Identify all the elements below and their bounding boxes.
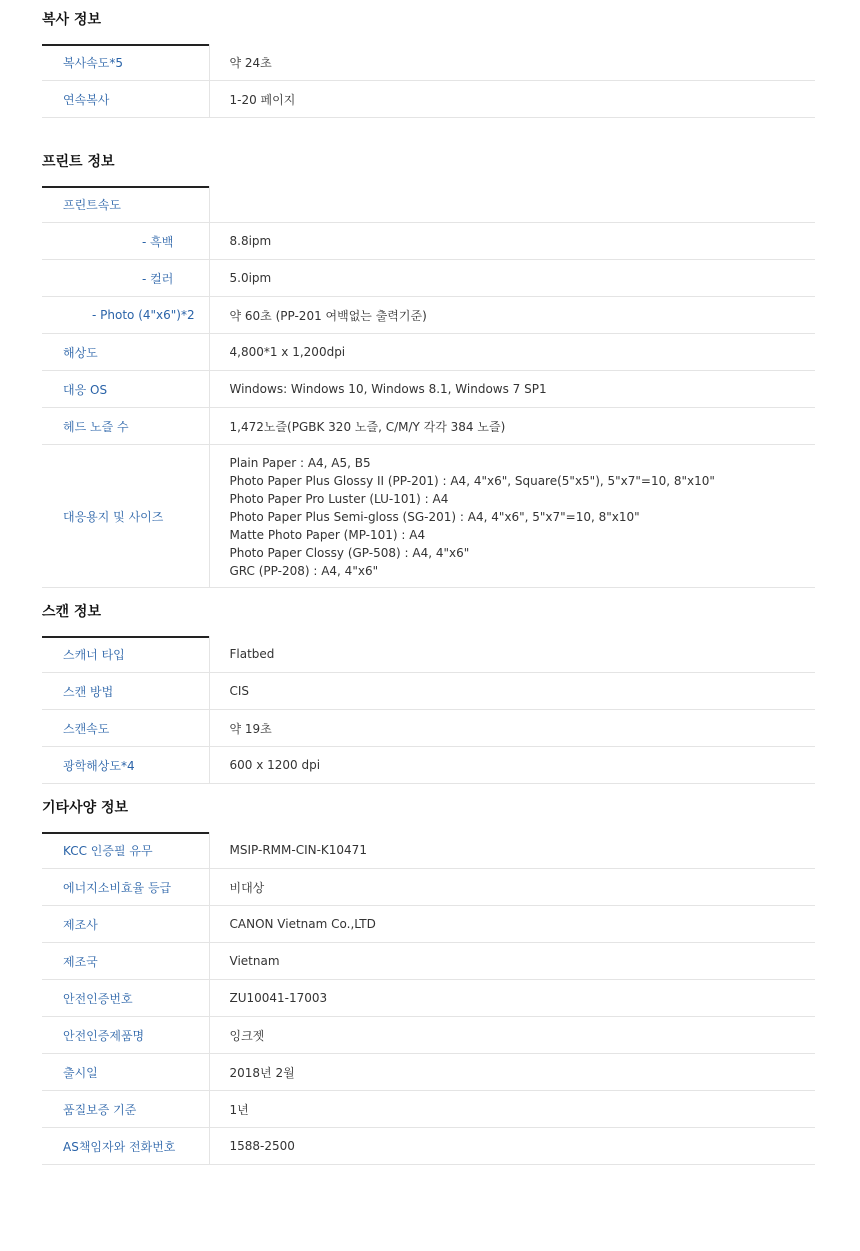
table-row xyxy=(42,673,815,710)
section-title: 복사 정보 xyxy=(42,12,101,28)
paper-size-line: Photo Paper Pro Luster (LU-101) : A4 xyxy=(229,492,449,506)
paper-sizes-list xyxy=(209,445,815,588)
table-row xyxy=(42,186,815,223)
row-label: - 흑백 xyxy=(42,223,209,260)
row-label: 에너지소비효율 등급 xyxy=(42,869,209,906)
row-label: 프린트속도 xyxy=(42,186,209,223)
row-value: 8.8ipm xyxy=(209,223,815,260)
row-value: 비대상 xyxy=(209,869,815,906)
table-row xyxy=(42,747,815,784)
table-row xyxy=(42,1054,815,1091)
section-title: 프린트 정보 xyxy=(42,154,115,170)
copy-info-table xyxy=(42,44,815,118)
table-row xyxy=(42,334,815,371)
row-label: 제조국 xyxy=(42,943,209,980)
row-label: KCC 인증필 유무 xyxy=(42,832,209,869)
row-label: 품질보증 기준 xyxy=(42,1091,209,1128)
row-label: 스캔속도 xyxy=(42,710,209,747)
table-row xyxy=(42,371,815,408)
row-value: 2018년 2월 xyxy=(209,1054,815,1091)
table-row xyxy=(42,223,815,260)
row-value: Flatbed xyxy=(209,636,815,673)
section-spacer xyxy=(42,118,815,152)
row-label: 스캔 방법 xyxy=(42,673,209,710)
paper-size-line: Matte Photo Paper (MP-101) : A4 xyxy=(229,528,426,542)
row-value: 5.0ipm xyxy=(209,260,815,297)
copy-info-section xyxy=(42,10,815,118)
table-row xyxy=(42,1128,815,1165)
row-label: AS책임자와 전화번호 xyxy=(42,1128,209,1165)
row-label: 복사속도*5 xyxy=(42,44,209,81)
table-row xyxy=(42,710,815,747)
row-label: 출시일 xyxy=(42,1054,209,1091)
table-row xyxy=(42,260,815,297)
scan-info-section xyxy=(42,602,815,784)
section-spacer xyxy=(42,784,815,798)
row-value: 1-20 페이지 xyxy=(209,81,815,118)
paper-size-line: Photo Paper Plus Semi-gloss (SG-201) : A4, 4"x6", 5"x7"=10, 8"x10" xyxy=(229,510,640,524)
table-row xyxy=(42,869,815,906)
table-row xyxy=(42,81,815,118)
table-row xyxy=(42,980,815,1017)
print-info-table xyxy=(42,186,815,588)
row-value: 600 x 1200 dpi xyxy=(209,747,815,784)
table-row xyxy=(42,906,815,943)
table-row xyxy=(42,44,815,81)
section-spacer xyxy=(42,588,815,602)
table-row xyxy=(42,1091,815,1128)
row-value: Vietnam xyxy=(209,943,815,980)
row-label: 안전인증제품명 xyxy=(42,1017,209,1054)
section-title: 스캔 정보 xyxy=(42,604,101,620)
row-label: 제조사 xyxy=(42,906,209,943)
row-label: 대응 OS xyxy=(42,371,209,408)
print-info-section xyxy=(42,152,815,588)
row-label: 안전인증번호 xyxy=(42,980,209,1017)
row-label: 대응용지 및 사이즈 xyxy=(42,445,209,588)
scan-info-table xyxy=(42,636,815,784)
paper-size-line: Photo Paper Clossy (GP-508) : A4, 4"x6" xyxy=(229,546,470,560)
row-label: 해상도 xyxy=(42,334,209,371)
table-row xyxy=(42,943,815,980)
row-value: 약 24초 xyxy=(209,44,815,81)
row-label: - 컬러 xyxy=(42,260,209,297)
paper-size-line: GRC (PP-208) : A4, 4"x6" xyxy=(229,564,379,578)
row-label: - Photo (4"x6")*2 xyxy=(42,297,209,334)
paper-size-line: Photo Paper Plus Glossy II (PP-201) : A4, 4"x6", Square(5"x5"), 5"x7"=10, 8"x10" xyxy=(229,474,715,488)
table-row xyxy=(42,408,815,445)
row-value: 1588-2500 xyxy=(209,1128,815,1165)
other-specs-table xyxy=(42,832,815,1165)
row-value: 1년 xyxy=(209,1091,815,1128)
row-value: 약 60초 (PP-201 여백없는 출력기준) xyxy=(209,297,815,334)
row-value xyxy=(209,186,815,223)
paper-size-line: Plain Paper : A4, A5, B5 xyxy=(229,456,371,470)
table-row xyxy=(42,1017,815,1054)
row-value: 4,800*1 x 1,200dpi xyxy=(209,334,815,371)
row-value: ZU10041-17003 xyxy=(209,980,815,1017)
row-value: CIS xyxy=(209,673,815,710)
row-value: 잉크젯 xyxy=(209,1017,815,1054)
row-label: 헤드 노즐 수 xyxy=(42,408,209,445)
table-row xyxy=(42,636,815,673)
other-specs-section xyxy=(42,798,815,1165)
table-row xyxy=(42,445,815,588)
row-value: CANON Vietnam Co.,LTD xyxy=(209,906,815,943)
row-value: 약 19초 xyxy=(209,710,815,747)
row-value: 1,472노즐(PGBK 320 노즐, C/M/Y 각각 384 노즐) xyxy=(209,408,815,445)
row-value: Windows: Windows 10, Windows 8.1, Windows 7 SP1 xyxy=(209,371,815,408)
row-label: 스캐너 타입 xyxy=(42,636,209,673)
row-label: 광학해상도*4 xyxy=(42,747,209,784)
table-row xyxy=(42,297,815,334)
table-row xyxy=(42,832,815,869)
row-value: MSIP-RMM-CIN-K10471 xyxy=(209,832,815,869)
row-label: 연속복사 xyxy=(42,81,209,118)
section-title: 기타사양 정보 xyxy=(42,800,129,816)
